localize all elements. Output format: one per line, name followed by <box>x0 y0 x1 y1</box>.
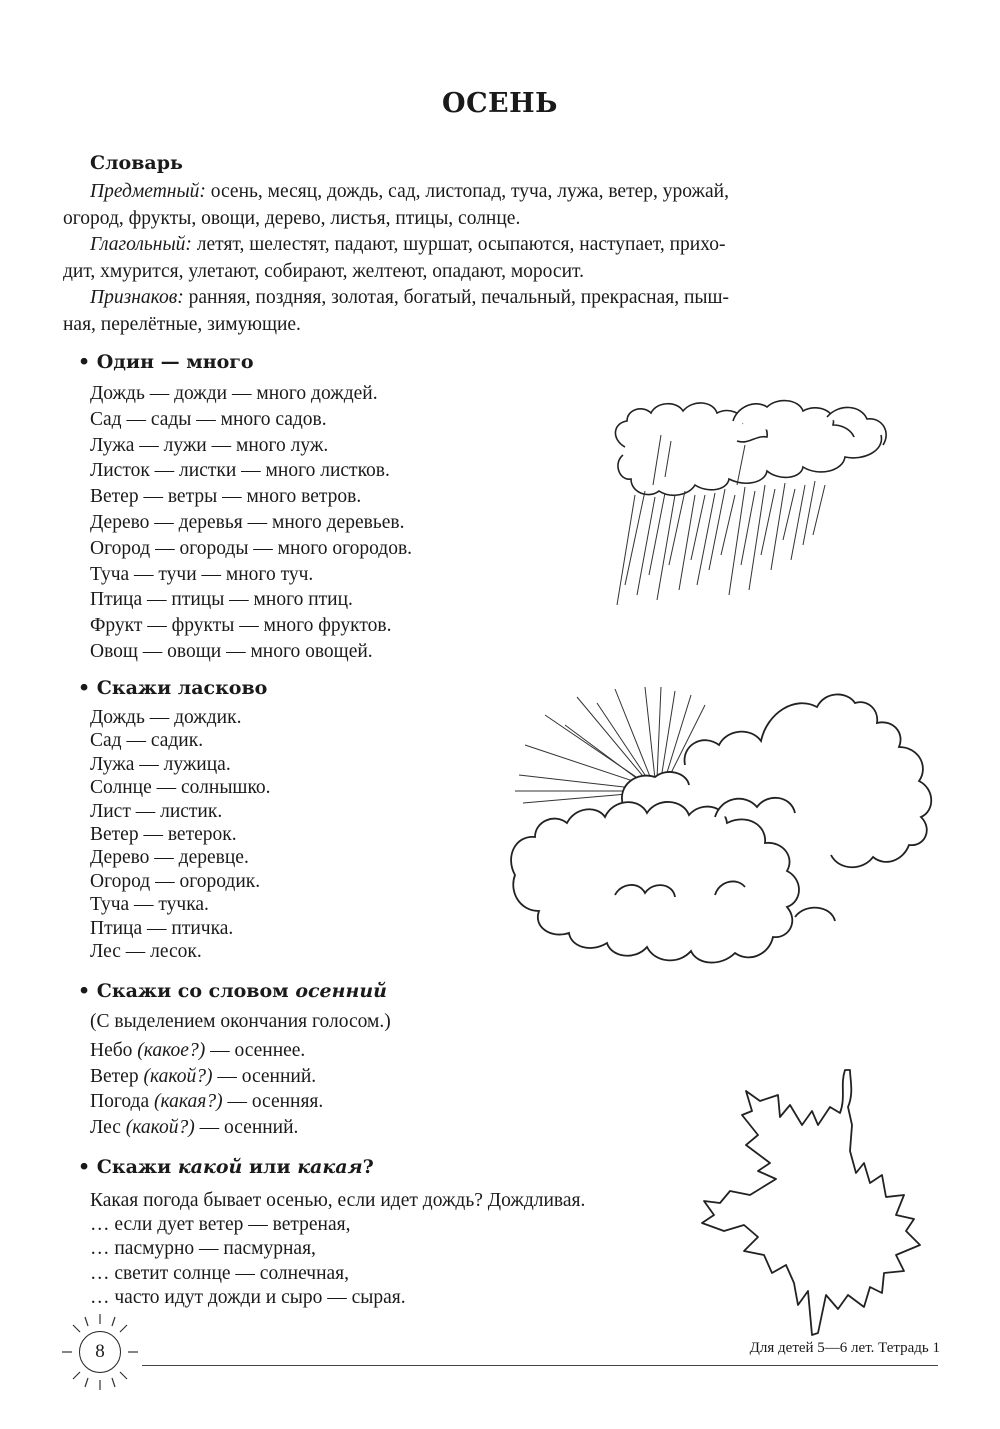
affectionate-heading: • Скажи ласково <box>78 677 268 699</box>
maple-leaf-illustration <box>700 1055 930 1340</box>
one-many-line: Сад — сады — много садов. <box>90 408 327 430</box>
noun-line-2: огород, фрукты, овощи, дерево, листья, птицы, солнце. <box>63 207 521 229</box>
noun-label: Предметный: <box>90 181 206 202</box>
one-many-heading: • Один — много <box>78 351 254 373</box>
autumn-row <box>90 1064 323 1090</box>
affectionate-line: Ветер — ветерок. <box>90 824 237 846</box>
one-many-line: Птица — птицы — много птиц. <box>90 589 353 611</box>
noun: Лес <box>90 1116 121 1138</box>
which-prefix: • Скажи <box>78 1156 172 1178</box>
autumn-note: (С выделением окончания голосом.) <box>90 1011 391 1032</box>
adj-label: Признаков: <box>90 287 184 308</box>
autumn-row <box>90 1115 323 1141</box>
answer: — осенний. <box>199 1116 299 1138</box>
affectionate-line: Дождь — дождик. <box>90 707 242 728</box>
affectionate-line: Туча — тучка. <box>90 894 209 916</box>
affectionate-list <box>90 706 271 963</box>
adj-line-2: ная, перелётные, зимующие. <box>63 313 301 335</box>
one-many-line: Туча — тучи — много туч. <box>90 563 314 585</box>
verb-label: Глагольный: <box>90 234 192 255</box>
question-word: (какой?) <box>143 1065 213 1087</box>
which-word1: какой <box>177 1156 243 1178</box>
affectionate-line: Птица — птичка. <box>90 917 234 939</box>
affectionate-line: Лужа — лужица. <box>90 753 231 775</box>
noun: Небо <box>90 1040 133 1061</box>
autumn-row <box>90 1089 323 1115</box>
autumn-row <box>90 1038 323 1064</box>
rain-cloud-illustration <box>605 395 895 610</box>
autumn-heading-prefix: • Скажи со словом <box>78 980 289 1002</box>
which-heading <box>78 1156 374 1178</box>
which-end: ? <box>362 1156 374 1178</box>
question-word: (какое?) <box>137 1040 206 1061</box>
one-many-line: Овощ — овощи — много овощей. <box>90 640 373 662</box>
question-word: (какой?) <box>125 1116 195 1138</box>
noun: Погода <box>90 1091 150 1112</box>
page-number: 8 <box>79 1331 121 1373</box>
verb-line-1: летят, шелестят, падают, шуршат, осыпаются, наступает, прихо- <box>196 234 726 255</box>
footer-rule <box>142 1365 938 1366</box>
autumn-rows <box>90 1038 323 1140</box>
affectionate-line: Солнце — солнышко. <box>90 777 271 799</box>
which-line: … светит солнце — солнечная, <box>90 1262 350 1284</box>
which-list <box>90 1189 585 1310</box>
vocabulary-heading: Словарь <box>90 152 183 174</box>
answer: — осенняя. <box>227 1091 324 1112</box>
affectionate-line: Огород — огородик. <box>90 870 261 892</box>
noun: Ветер <box>90 1065 139 1087</box>
which-line: … пасмурно — пасмурная, <box>90 1238 316 1260</box>
one-many-line: Огород — огороды — много огородов. <box>90 537 413 559</box>
verb-line-2: дит, хмурится, улетают, собирают, желтеют, опадают, моросит. <box>63 260 584 282</box>
affectionate-line: Лист — листик. <box>90 800 223 822</box>
one-many-list <box>90 381 412 665</box>
answer: — осенний. <box>217 1065 317 1087</box>
question-word: (какая?) <box>153 1091 223 1112</box>
one-many-line: Дерево — деревья — много деревьев. <box>90 511 405 533</box>
one-many-line: Лужа — лужи — много луж. <box>90 434 329 456</box>
noun-line-1: осень, месяц, дождь, сад, листопад, туча, лужа, ветер, урожай, <box>210 181 729 202</box>
autumn-heading-word: осенний <box>295 980 387 1002</box>
vocabulary-section <box>63 150 940 338</box>
one-many-line: Листок — листки — много листков. <box>90 460 390 482</box>
which-line: Какая погода бывает осенью, если идет дождь? Дождливая. <box>90 1190 586 1211</box>
which-word2: какая <box>297 1156 363 1178</box>
affectionate-line: Дерево — деревце. <box>90 847 249 869</box>
one-many-line: Фрукт — фрукты — много фруктов. <box>90 615 392 637</box>
which-line: … если дует ветер — ветреная, <box>90 1214 351 1236</box>
page-title: ОСЕНЬ <box>442 88 558 119</box>
which-mid: или <box>248 1156 291 1178</box>
footer-caption: Для детей 5—6 лет. Тетрадь 1 <box>749 1340 940 1356</box>
affectionate-line: Сад — садик. <box>90 730 204 752</box>
one-many-line: Дождь — дожди — много дождей. <box>90 383 378 404</box>
affectionate-line: Лес — лесок. <box>90 941 202 963</box>
answer: — осеннее. <box>210 1040 306 1061</box>
adj-line-1: ранняя, поздняя, золотая, богатый, печальный, прекрасная, пыш- <box>188 287 730 308</box>
sun-clouds-illustration <box>505 685 945 980</box>
which-line: … часто идут дожди и сыро — сырая. <box>90 1286 406 1308</box>
autumn-word-heading <box>78 980 387 1002</box>
one-many-line: Ветер — ветры — много ветров. <box>90 486 362 508</box>
